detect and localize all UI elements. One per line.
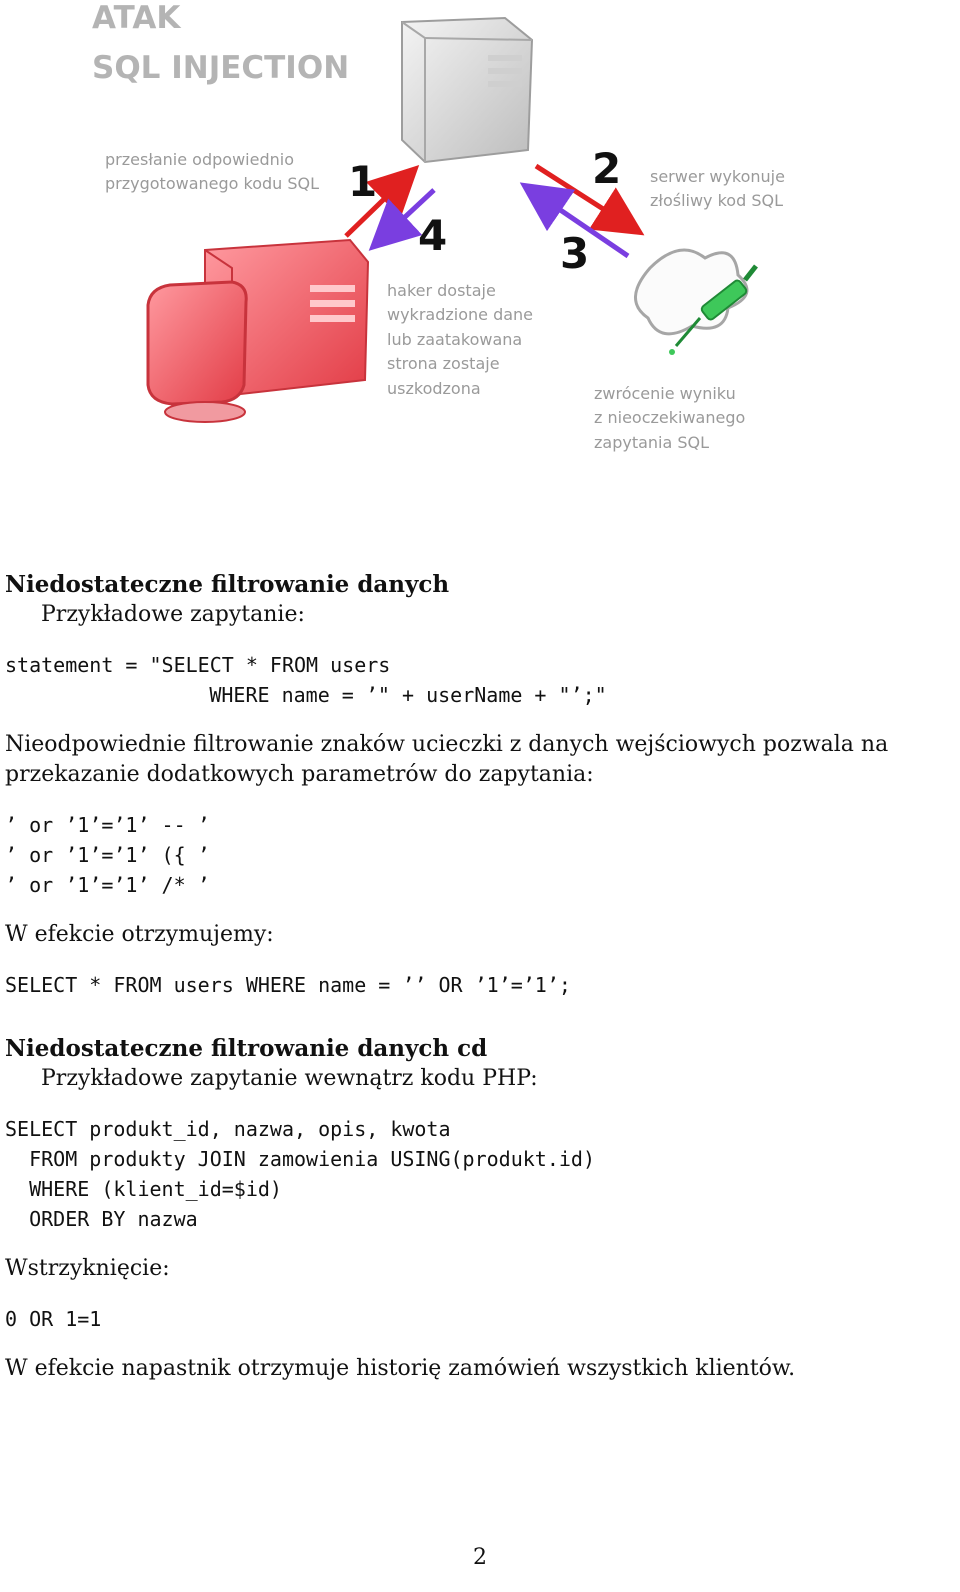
php-code-line: SELECT produkt_id, nazwa, opis, kwota: [5, 1117, 451, 1141]
sql-injection-illustration: [0, 0, 960, 480]
svg-text:haker dostaje: haker dostaje: [387, 281, 496, 300]
section1-intro: Przykładowe zapytanie:: [41, 602, 305, 627]
injection-code: 0 OR 1=1: [5, 1307, 102, 1331]
svg-text:przesłanie odpowiednio: przesłanie odpowiednio: [105, 150, 294, 169]
section1-heading: Niedostateczne filtrowanie danych: [5, 571, 450, 598]
illustration-title-line2: SQL INJECTION: [92, 50, 350, 86]
injection-example: ’ or ’1’=’1’ -- ’: [5, 813, 210, 837]
code-line: statement = "SELECT * FROM users: [5, 653, 391, 677]
document-body: [5, 570, 955, 1384]
result-label: W efekcie otrzymujemy:: [5, 922, 274, 947]
section2-heading: Niedostateczne filtrowanie danych cd: [5, 1035, 488, 1062]
svg-text:zwrócenie wyniku: zwrócenie wyniku: [594, 384, 736, 403]
php-code-line: WHERE (klient_id=$id): [5, 1177, 282, 1201]
svg-text:zapytania SQL: zapytania SQL: [594, 433, 710, 452]
caption-step1: [105, 150, 319, 193]
step-number-3: 3: [560, 229, 590, 278]
svg-text:strona zostaje: strona zostaje: [387, 354, 500, 373]
svg-text:z nieoczekiwanego: z nieoczekiwanego: [594, 408, 746, 427]
php-code-line: FROM produkty JOIN zamowienia USING(produkt.id): [5, 1147, 596, 1171]
section1-paragraph: Nieodpowiednie filtrowanie znaków ucieczki z danych wejściowych pozwala na przekazanie dodatkowych parametrów do zapytania:: [5, 732, 889, 787]
svg-text:wykradzione dane: wykradzione dane: [387, 305, 534, 324]
svg-text:przygotowanego kodu SQL: przygotowanego kodu SQL: [105, 174, 320, 193]
svg-text:serwer wykonuje: serwer wykonuje: [650, 167, 785, 186]
step-number-4: 4: [418, 211, 448, 260]
code-line: WHERE name = ’" + userName + "’;": [113, 683, 607, 707]
injection-example: ’ or ’1’=’1’ /* ’: [5, 873, 210, 897]
illustration-title-line1: ATAK: [92, 0, 181, 36]
server-icon: [402, 18, 532, 162]
conclusion: W efekcie napastnik otrzymuje historię zamówień wszystkich klientów.: [5, 1356, 796, 1381]
svg-text:złośliwy kod SQL: złośliwy kod SQL: [650, 191, 783, 210]
attacker-computer-icon: [148, 240, 368, 422]
caption-step4: [387, 281, 533, 398]
php-code-line: ORDER BY nazwa: [5, 1207, 198, 1231]
page-number: 2: [473, 1545, 487, 1570]
svg-text:uszkodzona: uszkodzona: [387, 379, 481, 398]
step-number-1: 1: [348, 157, 378, 206]
caption-step3: [594, 384, 745, 452]
result-code: SELECT * FROM users WHERE name = ’’ OR ’1’=’1’;: [5, 973, 571, 997]
svg-text:lub zaatakowana: lub zaatakowana: [387, 330, 523, 349]
section2-intro: Przykładowe zapytanie wewnątrz kodu PHP:: [41, 1066, 538, 1091]
step-number-2: 2: [592, 144, 622, 193]
caption-step2: [650, 167, 785, 210]
injection-label: Wstrzyknięcie:: [5, 1256, 170, 1281]
injection-example: ’ or ’1’=’1’ ({ ’: [5, 843, 210, 867]
